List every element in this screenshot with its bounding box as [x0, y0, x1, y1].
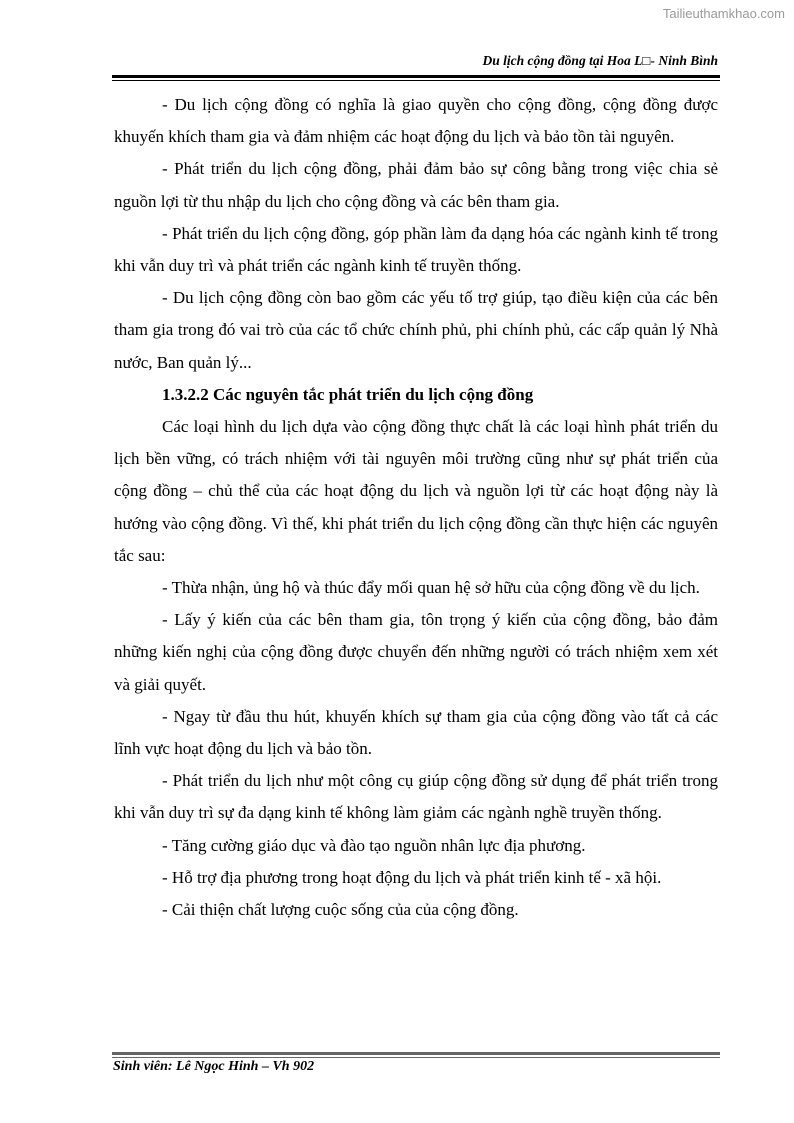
principle-item: - Ngay từ đầu thu hút, khuyến khích sự tham gia của cộng đồng vào tất cả các lĩnh vực hoạt động du lịch và bảo tồn. [114, 706, 718, 759]
bullet-paragraph: - Phát triển du lịch cộng đồng, góp phần làm đa dạng hóa các ngành kinh tế trong khi vẫn duy trì và phát triển các ngành kinh tế truyền thống. [114, 223, 718, 276]
bullet-paragraph: - Du lịch cộng đồng có nghĩa là giao quyền cho cộng đồng, cộng đồng được khuyến khích tham gia và đảm nhiệm các hoạt động du lịch và bảo tồn tài nguyên. [114, 95, 718, 147]
footer-author: Sinh viên: Lê Ngọc Hinh – Vh 902 [113, 1059, 315, 1074]
principle-item: - Lấy ý kiến của các bên tham gia, tôn trọng ý kiến của cộng đồng, bảo đảm những kiến nghị của cộng đồng được chuyển đến những người có trách nhiệm xem xét và giải quyết. [114, 610, 718, 694]
principle-item: - Thừa nhận, ủng hộ và thúc đẩy mối quan hệ sở hữu của cộng đồng về du lịch. [162, 578, 700, 598]
page-body [114, 89, 718, 926]
header-rule-thin [112, 80, 720, 81]
body-paragraph: Các loại hình du lịch dựa vào cộng đồng thực chất là các loại hình phát triển du lịch bền vững, có trách nhiệm với tài nguyên môi trường cũng như sự phát triển của cộng đồng – chủ thể của các hoạt động du lịch và nguồn lợi từ các hoạt động này là hướng vào cộng đồng. Vì thế, khi phát triển du lịch cộng đồng cần thực hiện các nguyên tắc sau: [114, 417, 718, 565]
principle-item: - Tăng cường giáo dục và đào tạo nguồn nhân lực địa phương. [162, 835, 586, 855]
bullet-paragraph: - Phát triển du lịch cộng đồng, phải đảm bảo sự công bằng trong việc chia sẻ nguồn lợi từ thu nhập du lịch cho cộng đồng và các bên tham gia. [114, 159, 718, 211]
principle-item: - Hỗ trợ địa phương trong hoạt động du lịch và phát triển kinh tế - xã hội. [162, 867, 662, 887]
running-header-title: Du lịch cộng đồng tại Hoa L□- Ninh Bình [482, 53, 718, 68]
footer-rule-thin [112, 1057, 720, 1058]
section-heading: 1.3.2.2 Các nguyên tắc phát triển du lịch cộng đồng [162, 384, 534, 404]
principle-item: - Cải thiện chất lượng cuộc sống của của cộng đồng. [162, 900, 519, 920]
bullet-paragraph: - Du lịch cộng đồng còn bao gồm các yếu tố trợ giúp, tạo điều kiện của các bên tham gia trong đó vai trò của các tổ chức chính phủ, phi chính phủ, các cấp quản lý Nhà nước, Ban quản lý... [114, 288, 718, 372]
footer-rule [112, 1052, 720, 1055]
header-rule [112, 75, 720, 78]
principle-item: - Phát triển du lịch như một công cụ giúp cộng đồng sử dụng để phát triển trong khi vẫn duy trì sự đa dạng kinh tế không làm giảm các ngành nghề truyền thống. [114, 771, 718, 823]
watermark: Tailieuthamkhao.com [662, 6, 785, 21]
